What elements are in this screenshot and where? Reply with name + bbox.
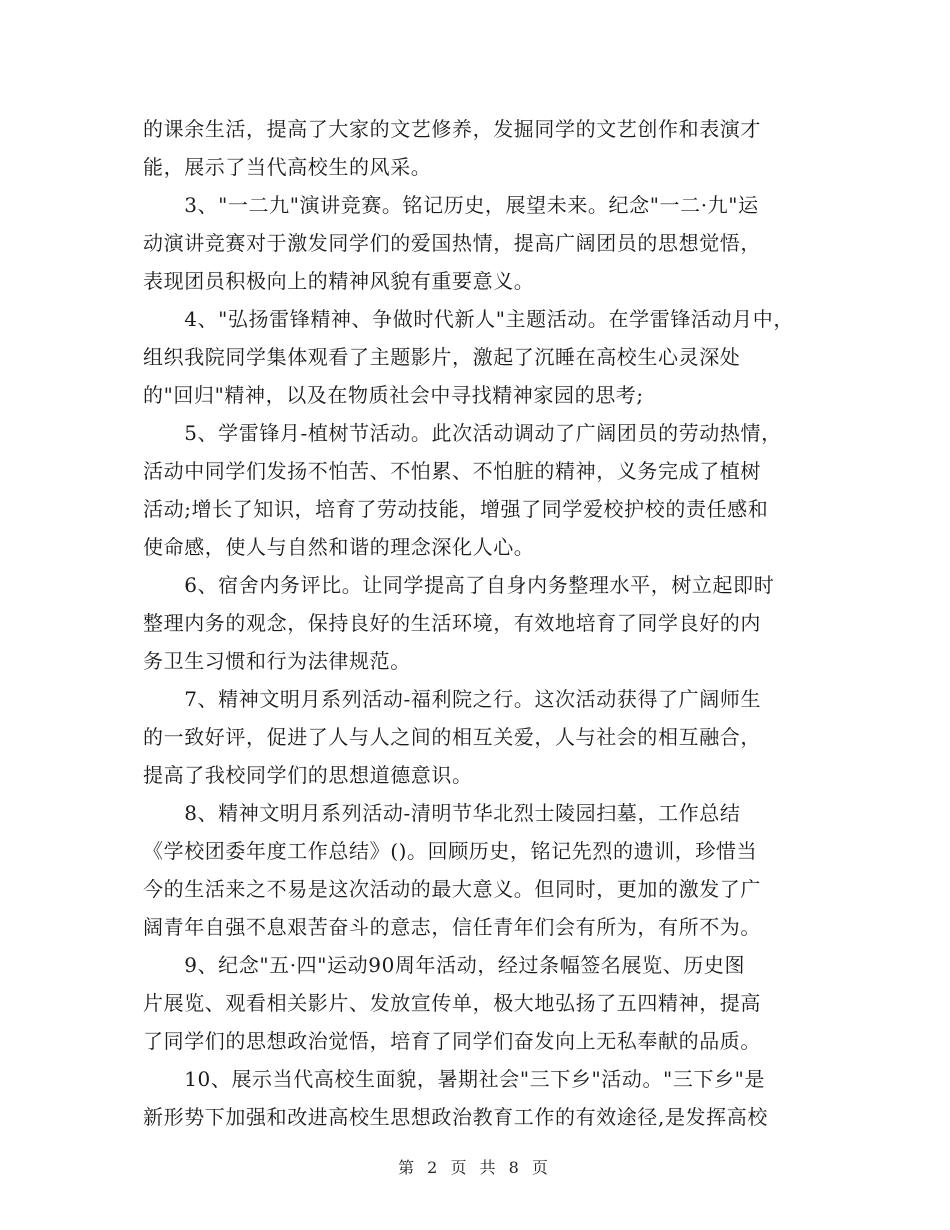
text-line: 10、展示当代高校生面貌，暑期社会"三下乡"活动。"三下乡"是	[143, 1067, 766, 1091]
text-line: 务卫生习惯和行为法律规范。	[143, 649, 411, 673]
text-line: 使命感，使人与自然和谐的理念深化人心。	[143, 535, 535, 559]
text-line: 今的生活来之不易是这次活动的最大意义。但同时，更加的激发了广	[143, 877, 761, 901]
text-line: 提高了我校同学们的思想道德意识。	[143, 763, 473, 787]
text-line: 阔青年自强不息艰苦奋斗的意志，信任青年们会有所为，有所不为。	[143, 915, 761, 939]
text-line: 的"回归"精神，以及在物质社会中寻找精神家园的思考;	[143, 383, 644, 407]
text-line: 了同学们的思想政治觉悟，培育了同学们奋发向上无私奉献的品质。	[143, 1029, 761, 1053]
text-line: 6、宿舍内务评比。让同学提高了自身内务整理水平，树立起即时	[143, 573, 775, 597]
text-line: 新形势下加强和改进高校生思想政治教育工作的有效途径,是发挥高校	[143, 1105, 768, 1129]
text-line: 7、精神文明月系列活动-福利院之行。这次活动获得了广阔师生	[143, 687, 762, 711]
text-line: 组织我院同学集体观看了主题影片，激起了沉睡在高校生心灵深处	[143, 345, 741, 369]
text-line: 《学校团委年度工作总结》()。回顾历史，铭记先烈的遗训，珍惜当	[143, 839, 758, 863]
text-line: 的一致好评，促进了人与人之间的相互关爱，人与社会的相互融合，	[143, 725, 761, 749]
text-line: 活动中同学们发扬不怕苦、不怕累、不怕脏的精神，义务完成了植树	[143, 459, 761, 483]
text-line: 活动;增长了知识，培育了劳动技能，增强了同学爱校护校的责任感和	[143, 497, 769, 521]
text-line: 能，展示了当代高校生的风采。	[143, 155, 432, 179]
text-line: 表现团员积极向上的精神风貌有重要意义。	[143, 269, 535, 293]
text-line: 5、学雷锋月-植树节活动。此次活动调动了广阔团员的劳动热情，	[143, 421, 782, 445]
document-body	[143, 110, 823, 1136]
page-number-footer: 第 2 页 共 8 页	[398, 1158, 552, 1177]
text-line: 的课余生活，提高了大家的文艺修养，发掘同学的文艺创作和表演才	[143, 117, 761, 141]
text-line: 整理内务的观念，保持良好的生活环境，有效地培育了同学良好的内	[143, 611, 761, 635]
text-line: 4、"弘扬雷锋精神、争做时代新人"主题活动。在学雷锋活动月中，	[143, 307, 794, 331]
text-line: 8、精神文明月系列活动-清明节华北烈士陵园扫墓，工作总结	[143, 801, 741, 825]
text-line: 3、"一二九"演讲竞赛。铭记历史，展望未来。纪念"一二·九"运	[143, 193, 759, 217]
text-line: 片展览、观看相关影片、发放宣传单，极大地弘扬了五四精神，提高	[143, 991, 761, 1015]
text-line: 9、纪念"五·四"运动90周年活动，经过条幅签名展览、历史图	[143, 953, 746, 977]
text-line: 动演讲竞赛对于激发同学们的爱国热情，提高广阔团员的思想觉悟，	[143, 231, 761, 255]
